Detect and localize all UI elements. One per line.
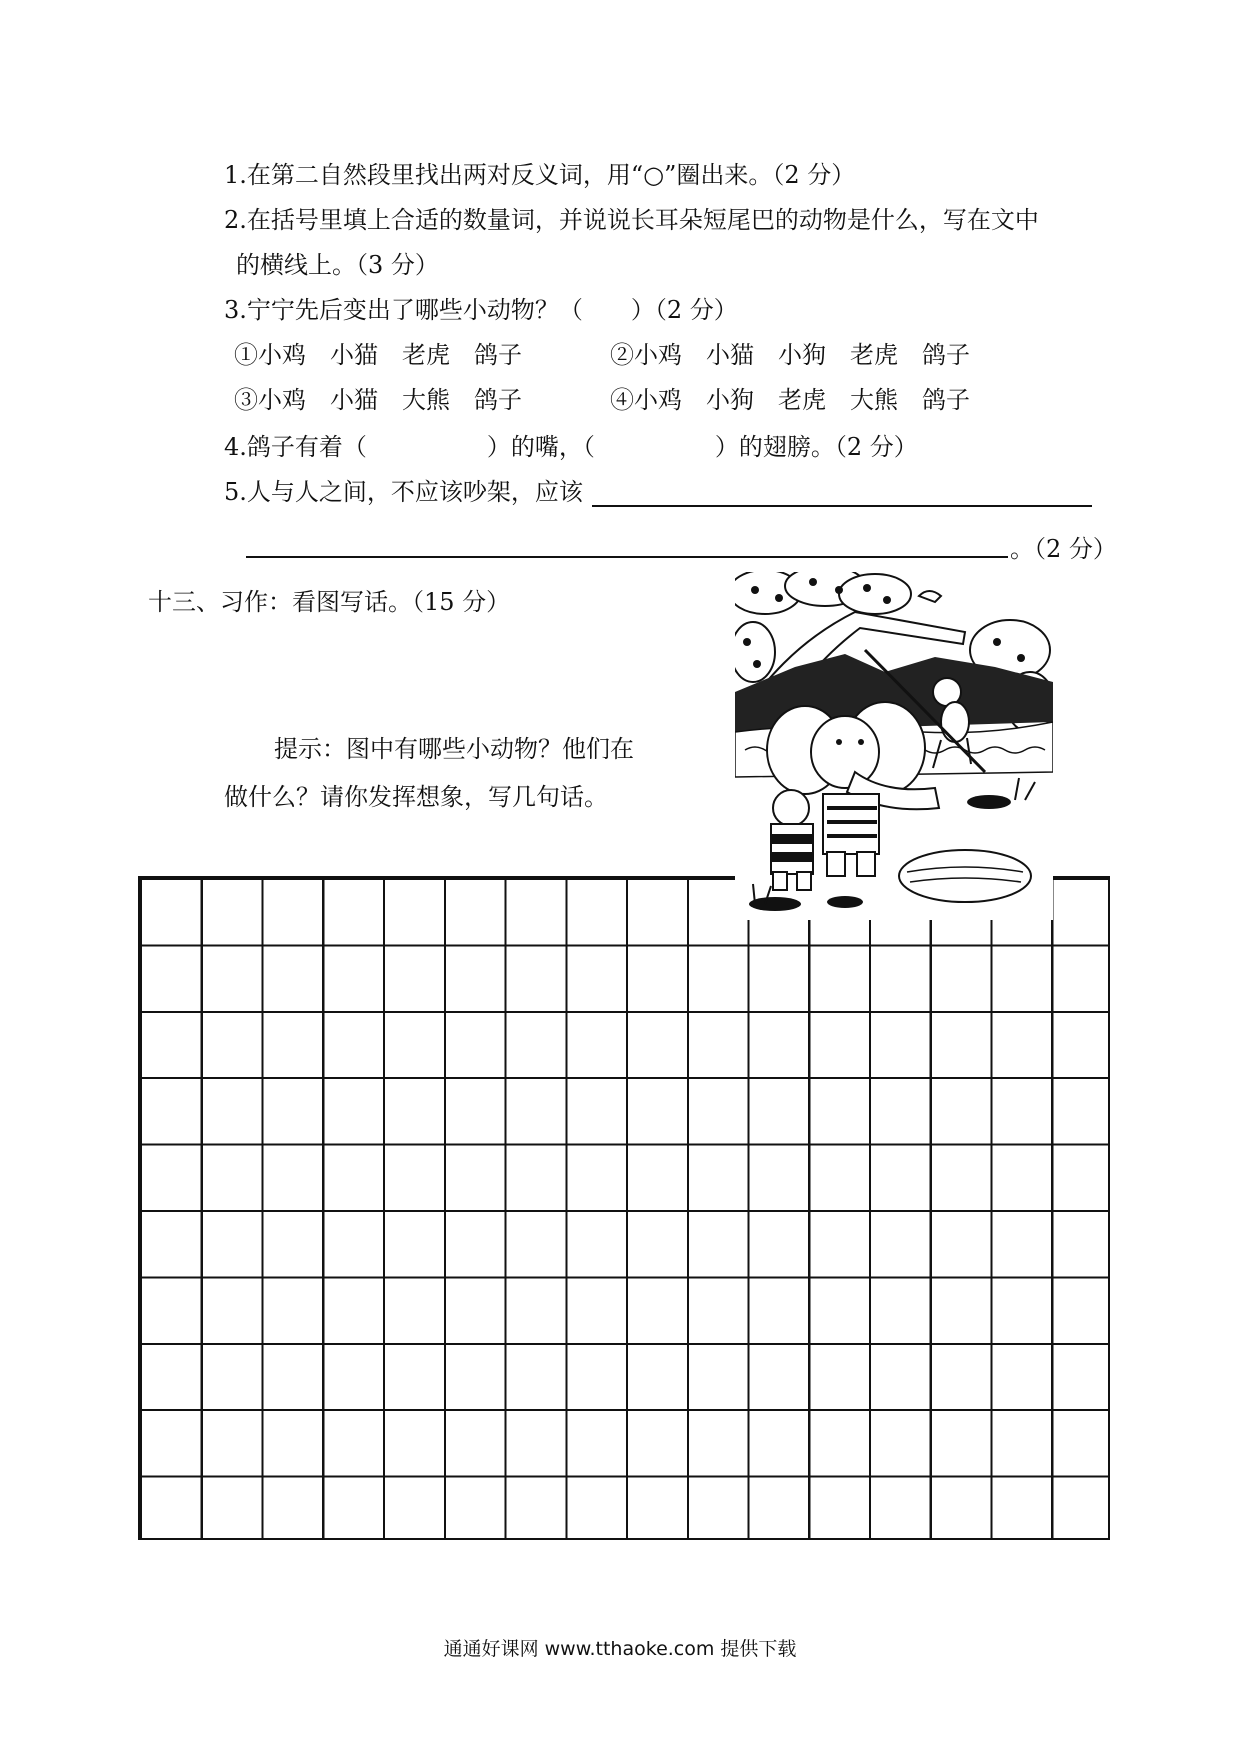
option-3: ③小鸡 小猫 大熊 鸽子 [234, 386, 522, 414]
illustration [735, 572, 1053, 920]
question-3: 3.宁宁先后变出了哪些小动物？（ ）（2 分） [224, 296, 738, 324]
question-1: 1.在第二自然段里找出两对反义词，用“○”圈出来。（2 分） [224, 161, 856, 189]
illustration-drawing [735, 572, 1053, 920]
option-1: ①小鸡 小猫 老虎 鸽子 [234, 341, 522, 369]
hint-line-1: 提示：图中有哪些小动物？他们在 [274, 735, 634, 763]
question-2-line-2: 的横线上。（3 分） [236, 251, 439, 279]
option-2: ②小鸡 小猫 小狗 老虎 鸽子 [610, 341, 970, 369]
answer-line-5a[interactable] [592, 505, 1092, 507]
question-5-prefix: 5.人与人之间，不应该吵架，应该 [224, 478, 583, 506]
section-13-title: 十三、习作：看图写话。（15 分） [148, 588, 511, 616]
question-2-line-1: 2.在括号里填上合适的数量词，并说说长耳朵短尾巴的动物是什么，写在文中 [224, 206, 1039, 234]
question-5-suffix: 。（2 分） [1010, 535, 1117, 563]
option-4: ④小鸡 小狗 老虎 大熊 鸽子 [610, 386, 970, 414]
hint-line-2: 做什么？请你发挥想象，写几句话。 [224, 783, 608, 811]
answer-line-5b[interactable] [246, 556, 1008, 558]
footer: 通通好课网 www.tthaoke.com 提供下载 [443, 1638, 797, 1660]
question-4: 4.鸽子有着（ ）的嘴，（ ）的翅膀。（2 分） [224, 433, 918, 461]
writing-grid[interactable] [138, 876, 1110, 1540]
